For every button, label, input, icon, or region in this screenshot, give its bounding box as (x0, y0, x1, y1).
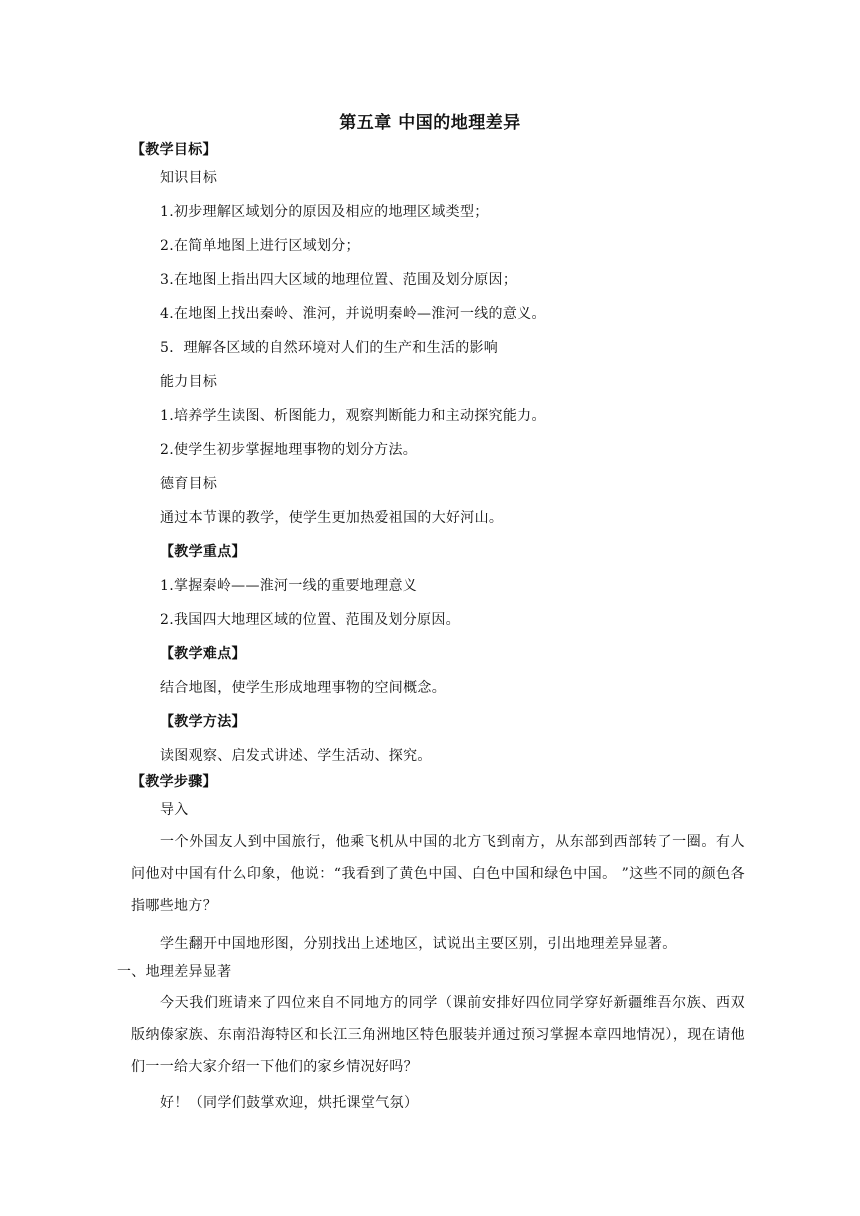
difficulties-heading: 【教学难点】 (160, 646, 246, 662)
key-points-heading: 【教学重点】 (160, 544, 246, 560)
intro-label: 导入 (160, 802, 189, 818)
methods-heading: 【教学方法】 (160, 714, 246, 730)
key-point-item: 2.我国四大地理区域的位置、范围及划分原因。 (160, 612, 460, 628)
ability-item: 1.培养学生读图、析图能力，观察判断能力和主动探究能力。 (160, 408, 546, 424)
methods-text: 读图观察、启发式讲述、学生活动、探究。 (160, 748, 432, 764)
knowledge-item: 1.初步理解区域划分的原因及相应的地理区域类型； (160, 204, 489, 220)
moral-objectives-label: 德育目标 (160, 476, 218, 492)
moral-objectives-text: 通过本节课的教学，使学生更加热爱祖国的大好河山。 (160, 510, 504, 526)
steps-heading: 【教学步骤】 (131, 774, 217, 790)
knowledge-objectives-label: 知识目标 (160, 170, 218, 186)
objectives-heading: 【教学目标】 (131, 142, 217, 158)
knowledge-item: 5．理解各区域的自然环境对人们的生产和生活的影响 (160, 340, 499, 356)
difficulties-text: 结合地图，使学生形成地理事物的空间概念。 (160, 680, 446, 696)
ability-item: 2.使学生初步掌握地理事物的划分方法。 (160, 442, 418, 458)
section-paragraph: 今天我们班请来了四位来自不同地方的同学（课前安排好四位同学穿好新疆维吾尔族、西双版纳傣家族、东南沿海特区和长江三角洲地区特色服装并通过预习掌握本章四地情况），现在请他们一一给大家介绍一下他们的家乡情况好吗？ (131, 995, 745, 1075)
activity-paragraph: 学生翻开中国地形图，分别找出上述地区，试说出主要区别，引出地理差异显著。 (160, 936, 677, 952)
knowledge-item: 4.在地图上找出秦岭、淮河，并说明秦岭—淮河一线的意义。 (160, 306, 546, 322)
intro-paragraph: 一个外国友人到中国旅行，他乘飞机从中国的北方飞到南方，从东部到西部转了一圈。有人问他对中国有什么印象，他说：“我看到了黄色中国、白色中国和绿色中国。 ”这些不同的颜色各指哪些地方？ (131, 834, 745, 914)
closing-paragraph: 好！（同学们鼓掌欢迎，烘托课堂气氛） (160, 1095, 419, 1111)
knowledge-item: 2.在简单地图上进行区域划分； (160, 238, 360, 254)
document-title: 第五章 中国的地理差异 (339, 113, 521, 133)
key-point-item: 1.掌握秦岭——淮河一线的重要地理意义 (160, 578, 418, 594)
section-heading: 一、地理差异显著 (117, 964, 232, 980)
ability-objectives-label: 能力目标 (160, 374, 218, 390)
knowledge-item: 3.在地图上指出四大区域的地理位置、范围及划分原因； (160, 272, 518, 288)
